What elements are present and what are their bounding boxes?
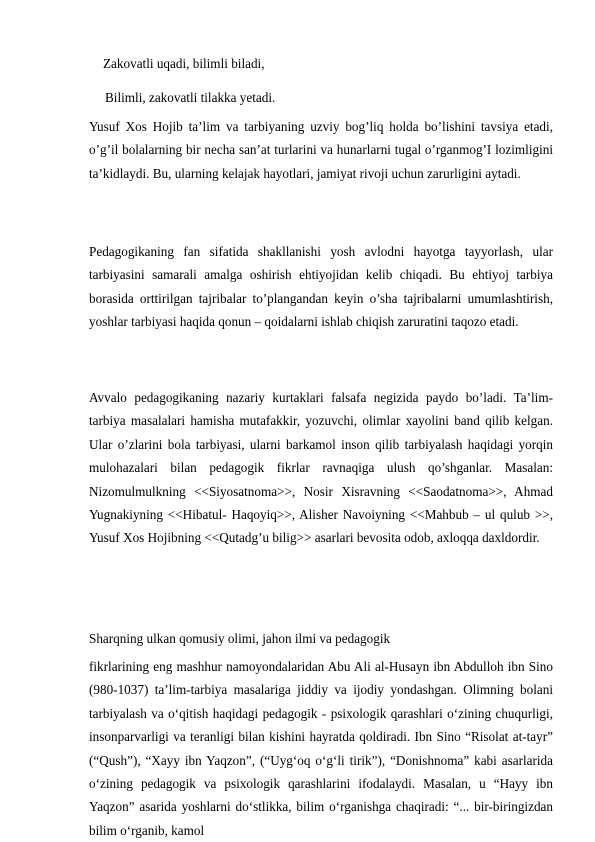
poem-line-1: Zakovatli uqadi, bilimli biladi, [103, 56, 265, 71]
paragraph-2: Pedagogikaning fan sifatida shakllanishi yosh avlodni hayotga tayyorlash, ular tarbiyasini samarali amalga oshirish ehtiyojidan kelib chiqadi. Bu ehtiyoj tarbiya borasida orttirilgan tajribalar to’plangandan keyin o’sha tajribalarni umumlashtirish, yoshlar tarbiyasi haqida qonun – qoidalarni ishlab chiqish zaruratini taqozo etadi. [89, 244, 553, 330]
paragraph-4: Sharqning ulkan qomusiy olimi, jahon ilmi va pedagogik [89, 631, 391, 646]
paragraph-5: fikrlarining eng mashhur namoyondalaridan Abu Ali al-Husayn ibn Abdulloh ibn Sino (980-1037) ta’lim-tarbiya masalariga jiddiy va ijodiy yondashgan. Olimning bolani tarbiyalash va o‘qitish haqidagi pedagogik - psixologik qarashlari o‘zining chuqurligi, insonparvarligi va teranligi bilan kishini hayratda qoldiradi. Ibn Sino “Risolat at-tayr” (“Qush”), “Xayy ibn Yaqzon”, (“Uyg‘oq o‘g‘li tirik”), “Donishnoma” kabi asarlarida o‘zining pedagogik va psixologik qarashlarini ifodalaydi. Masalan, u “Hayy ibn Yaqzon” asarida yoshlarni do‘stlikka, bilim o‘rganishga chaqiradi: “... bir-biringizdan bilim o‘rganib, kamol [89, 659, 553, 838]
paragraph-1: Yusuf Xos Hojib ta’lim va tarbiyaning uzviy bog’liq holda bo’lishini tavsiya etadi, o’g’il bolalarning bir necha san’at turlarini va hunarlarni tugal o’rganmog’I lozimligini ta’kidlaydi. Bu, ularning kelajak hayotlari, jamiyat rivoji uchun zarurligini aytadi. [89, 119, 553, 181]
poem-line-2: Bilimli, zakovatli tilakka yetadi. [105, 90, 276, 105]
paragraph-3: Avvalo pedagogikaning nazariy kurtaklari falsafa negizida paydo bo’ladi. Ta’lim-tarbiya masalalari hamisha mutafakkir, yozuvchi, olimlar xayolini band qilib kelgan. Ular o’zlarini bola tarbiyasi, ularni barkamol inson qilib tarbiyalash haqidagi yorqin mulohazalari bilan pedagogik fikrlar ravnaqiga ulush qo’shganlar. Masalan: Nizomulmulkning <<Siyosatnoma>>, Nosir Xisravning <<Saodatnoma>>, Ahmad Yugnakiyning <<Hibatul- Haqoyiq>>, Alisher Navoiyning <<Mahbub – ul qulub >>, Yusuf Xos Hojibning <<Qutadg’u bilig>> asarlari bevosita odob, axloqqa daxldordir. [89, 390, 553, 546]
